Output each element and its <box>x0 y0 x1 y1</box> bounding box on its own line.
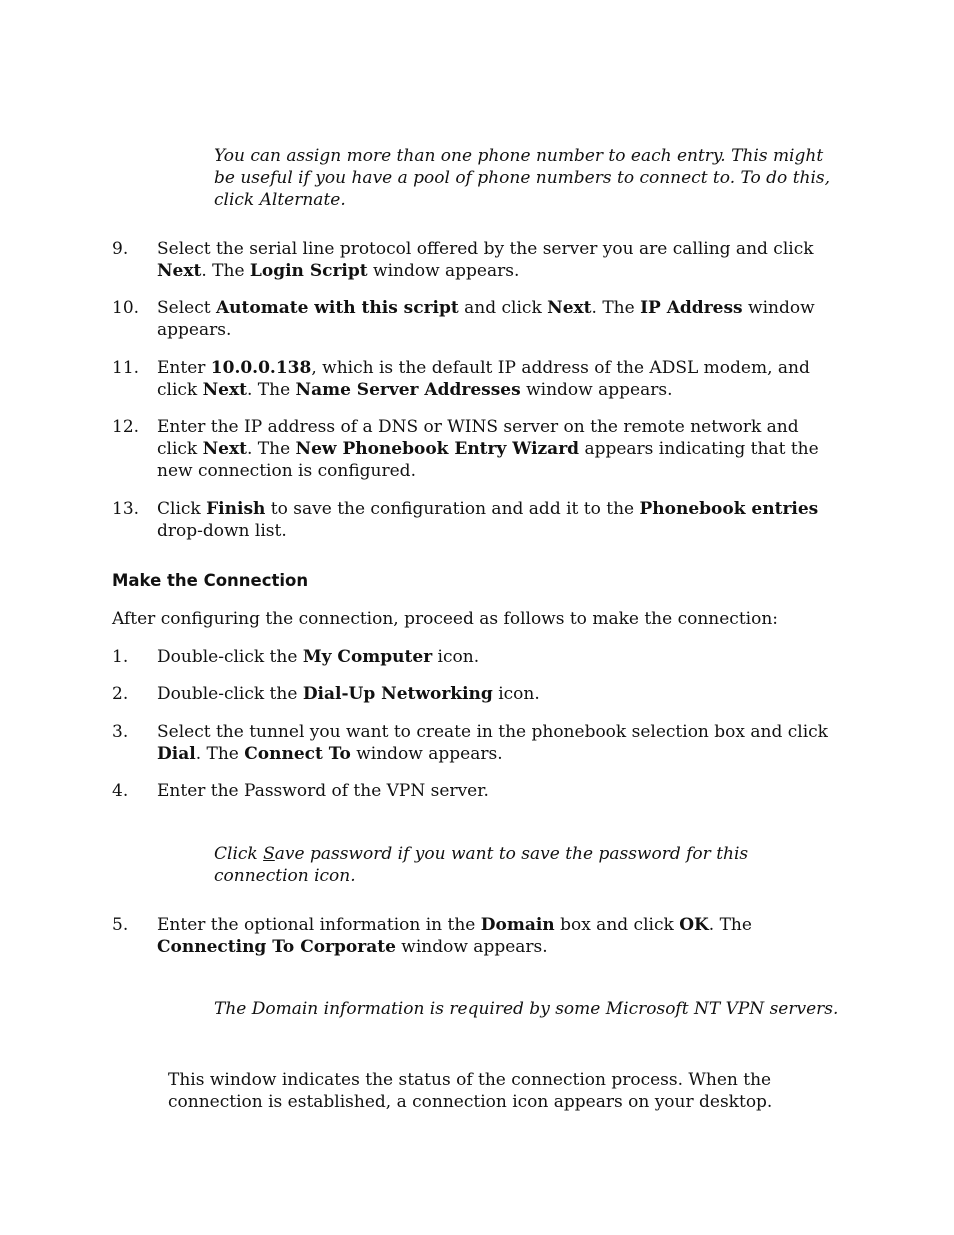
step-text-run: drop-down list. <box>157 521 287 541</box>
step-five <box>112 914 842 958</box>
step-text-run: Enter the optional information in the <box>157 915 481 935</box>
step-text <box>157 683 842 705</box>
step-a0 <box>112 238 842 282</box>
step-text-run: , which is the default IP address of the ADSL modem, and click <box>157 358 810 400</box>
step-bold-term: Next <box>547 298 592 318</box>
step-number: 3. <box>112 722 129 742</box>
note-save-password-pre: Click <box>214 844 264 864</box>
step-bold-term: Login Script <box>249 261 368 281</box>
step-text-run: icon. <box>492 684 540 704</box>
step-text-run: to save the configuration and add it to the <box>265 499 640 519</box>
step-text-run: window appears. <box>367 261 520 281</box>
step-text-run: . The <box>195 744 245 764</box>
step-text <box>157 721 842 765</box>
step-text <box>157 498 842 542</box>
step-text-run: Enter the IP address of a DNS or WINS server on the remote network and click <box>157 417 799 459</box>
step-bold-term: 10.0.0.138 <box>210 358 312 378</box>
step-text-run: . The <box>246 380 296 400</box>
step-text-run: and click <box>458 298 548 318</box>
step-number: 9. <box>112 239 129 259</box>
step-number: 12. <box>112 417 140 437</box>
step-bold-term: Connecting To Corporate <box>157 937 396 957</box>
step-bold-term: OK <box>679 915 709 935</box>
step-text-run: . The <box>591 298 641 318</box>
step-text-run: window appears. <box>520 380 673 400</box>
step-bold-term: Connect To <box>244 744 351 764</box>
step-text-run: Select the tunnel you want to create in the phonebook selection box and click <box>157 722 828 742</box>
step-bold-term: Dial-Up Networking <box>302 684 493 704</box>
step-bold-term: Next <box>202 439 247 459</box>
note-domain: The Domain information is required by some Microsoft NT VPN servers. <box>214 999 839 1019</box>
step-text-run: . The <box>246 439 296 459</box>
step-text-run: Enter the Password of the VPN server. <box>157 781 489 801</box>
note-save-password-accel: S <box>263 844 275 864</box>
step-text <box>157 780 842 802</box>
step-text-run: box and click <box>554 915 680 935</box>
step-bold-term: Automate with this script <box>215 298 459 318</box>
step-text-run: icon. <box>432 647 480 667</box>
step-bold-term: Name Server Addresses <box>295 380 521 400</box>
step-number: 10. <box>112 298 140 318</box>
step-text <box>157 297 842 341</box>
step-bold-term: Dial <box>157 744 196 764</box>
step-text <box>157 416 842 482</box>
step-text-run: window appears. <box>395 937 548 957</box>
step-bold-term: Phonebook entries <box>639 499 819 519</box>
step-text-run: . The <box>201 261 250 281</box>
step-text-run: Double-click the <box>157 684 303 704</box>
step-text-run: Click <box>157 499 207 519</box>
step-b2 <box>112 721 842 765</box>
step-text-run: appears indicating that the new connection is configured. <box>157 439 819 481</box>
note-save-password <box>214 843 844 887</box>
step-text <box>157 646 842 668</box>
step-bold-term: Next <box>157 261 202 281</box>
step-bold-term: Finish <box>206 499 266 519</box>
step-number: 5. <box>112 915 129 935</box>
step-b3 <box>112 780 842 802</box>
intro-paragraph: After configuring the connection, proceed as follows to make the connection: <box>112 609 779 629</box>
step-text-run: Double-click the <box>157 647 303 667</box>
step-text <box>157 914 842 958</box>
section-heading: Make the Connection <box>112 571 309 590</box>
step-a3 <box>112 416 842 482</box>
step-text <box>157 357 842 401</box>
step-number: 4. <box>112 781 129 801</box>
step-a4 <box>112 498 842 542</box>
step-text-run: . The <box>708 915 752 935</box>
step-number: 13. <box>112 499 140 519</box>
step-text-run: window appears. <box>157 298 815 340</box>
step-b0 <box>112 646 842 668</box>
step-text-run: Select the serial line protocol offered by the server you are calling and click <box>157 239 814 259</box>
step-text-run: Select <box>157 298 216 318</box>
step-bold-term: Next <box>202 380 247 400</box>
step-a1 <box>112 297 842 341</box>
step-number: 2. <box>112 684 129 704</box>
step-a2 <box>112 357 842 401</box>
step-bold-term: My Computer <box>302 647 433 667</box>
step-text-run: Enter <box>157 358 211 378</box>
step-bold-term: Domain <box>480 915 555 935</box>
step-b1 <box>112 683 842 705</box>
step-text-run: window appears. <box>350 744 503 764</box>
step-number: 11. <box>112 358 140 378</box>
step-bold-term: New Phonebook Entry Wizard <box>295 439 580 459</box>
note-save-password-post: ave password if you want to save the password for this connection icon. <box>214 844 749 886</box>
step-number: 1. <box>112 647 129 667</box>
note-alternate-numbers: You can assign more than one phone number to each entry. This might be useful if you have a pool of phone numbers to connect to. To do this, click Alternate. <box>214 146 831 210</box>
step-bold-term: IP Address <box>640 298 743 318</box>
final-paragraph: This window indicates the status of the connection process. When the connection is established, a connection icon appears on your desktop. <box>168 1070 773 1112</box>
step-text <box>157 238 842 282</box>
